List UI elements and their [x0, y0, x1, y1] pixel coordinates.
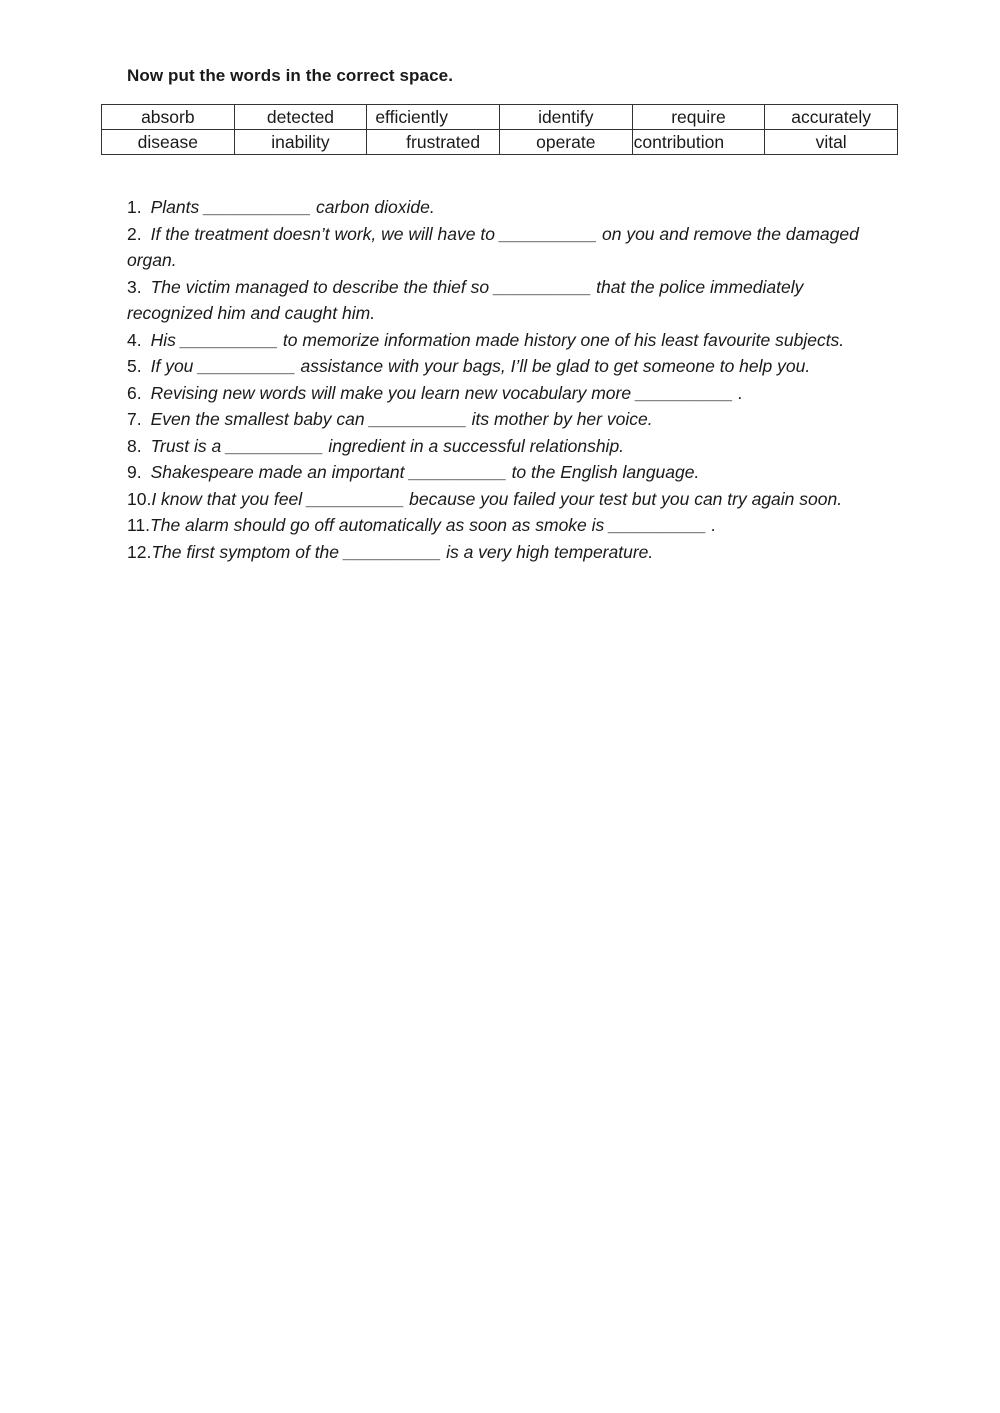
sentence-continuation: organ. [127, 250, 177, 270]
sentence-text: If you __________ assistance with your bags, I’ll be glad to get someone to help you. [150, 356, 811, 376]
sentence-number: 6. [127, 382, 142, 403]
instruction-heading: Now put the words in the correct space. [127, 66, 454, 85]
sentence-text: The victim managed to describe the thief so __________ that the police immediately [150, 276, 804, 297]
sentence-number: 10. [127, 488, 152, 509]
sentence-number: 3. [127, 276, 142, 297]
word-bank-cell: inability [234, 130, 367, 155]
sentence-number: 4. [127, 329, 142, 350]
sentence-text: Trust is a __________ ingredient in a successful relationship. [150, 435, 625, 456]
sentence-text: The alarm should go off automatically as soon as smoke is __________ . [150, 515, 717, 535]
sentence-number: 7. [127, 409, 142, 429]
sentence-number: 12. [127, 541, 152, 562]
sentence-continuation: recognized him and caught him. [127, 303, 376, 323]
sentence-text: Plants ___________ carbon dioxide. [150, 197, 435, 217]
sentence-number: 2. [127, 223, 142, 244]
sentence-item [127, 380, 927, 407]
sentence-number: 1. [127, 197, 142, 217]
word-bank-row [102, 130, 898, 155]
sentence-item [127, 194, 927, 221]
sentence-number: 5. [127, 356, 142, 376]
sentence-item [127, 406, 927, 433]
sentence-number: 11. [127, 515, 151, 535]
sentence-item [127, 486, 927, 513]
word-bank-cell: vital [765, 130, 898, 155]
sentence-number: 9. [127, 462, 142, 482]
word-bank-row [102, 105, 898, 130]
sentence-text: Even the smallest baby can __________ its mother by her voice. [150, 409, 653, 429]
sentence-list [127, 194, 927, 565]
word-bank-cell: detected [234, 105, 367, 130]
sentence-item [127, 353, 927, 380]
sentence-text: Shakespeare made an important __________ to the English language. [150, 462, 700, 482]
word-bank-cell: absorb [102, 105, 235, 130]
word-bank-cell: require [632, 105, 765, 130]
sentence-item [127, 512, 927, 539]
word-bank-cell: operate [499, 130, 632, 155]
word-bank-cell: efficiently [367, 105, 500, 130]
sentence-number: 8. [127, 435, 142, 456]
sentence-text: I know that you feel __________ because you failed your test but you can try again soon. [151, 488, 843, 509]
sentence-item [127, 221, 927, 248]
word-bank-cell: frustrated [367, 130, 500, 155]
sentence-item [127, 433, 927, 460]
word-bank-cell: accurately [765, 105, 898, 130]
sentence-text: His __________ to memorize information made history one of his least favourite subjects. [150, 329, 845, 350]
sentence-text: If the treatment doesn’t work, we will have to __________ on you and remove the damaged [150, 223, 859, 244]
word-bank-cell: identify [499, 105, 632, 130]
word-bank-cell: contribution [632, 130, 765, 155]
word-bank-table [101, 104, 898, 155]
sentence-item [127, 539, 927, 566]
sentence-item [127, 274, 927, 301]
sentence-item [127, 459, 927, 486]
sentence-text: The first symptom of the __________ is a very high temperature. [151, 541, 654, 562]
word-bank-cell: disease [102, 130, 235, 155]
sentence-item [127, 327, 927, 354]
sentence-text: Revising new words will make you learn new vocabulary more __________ . [150, 382, 744, 403]
